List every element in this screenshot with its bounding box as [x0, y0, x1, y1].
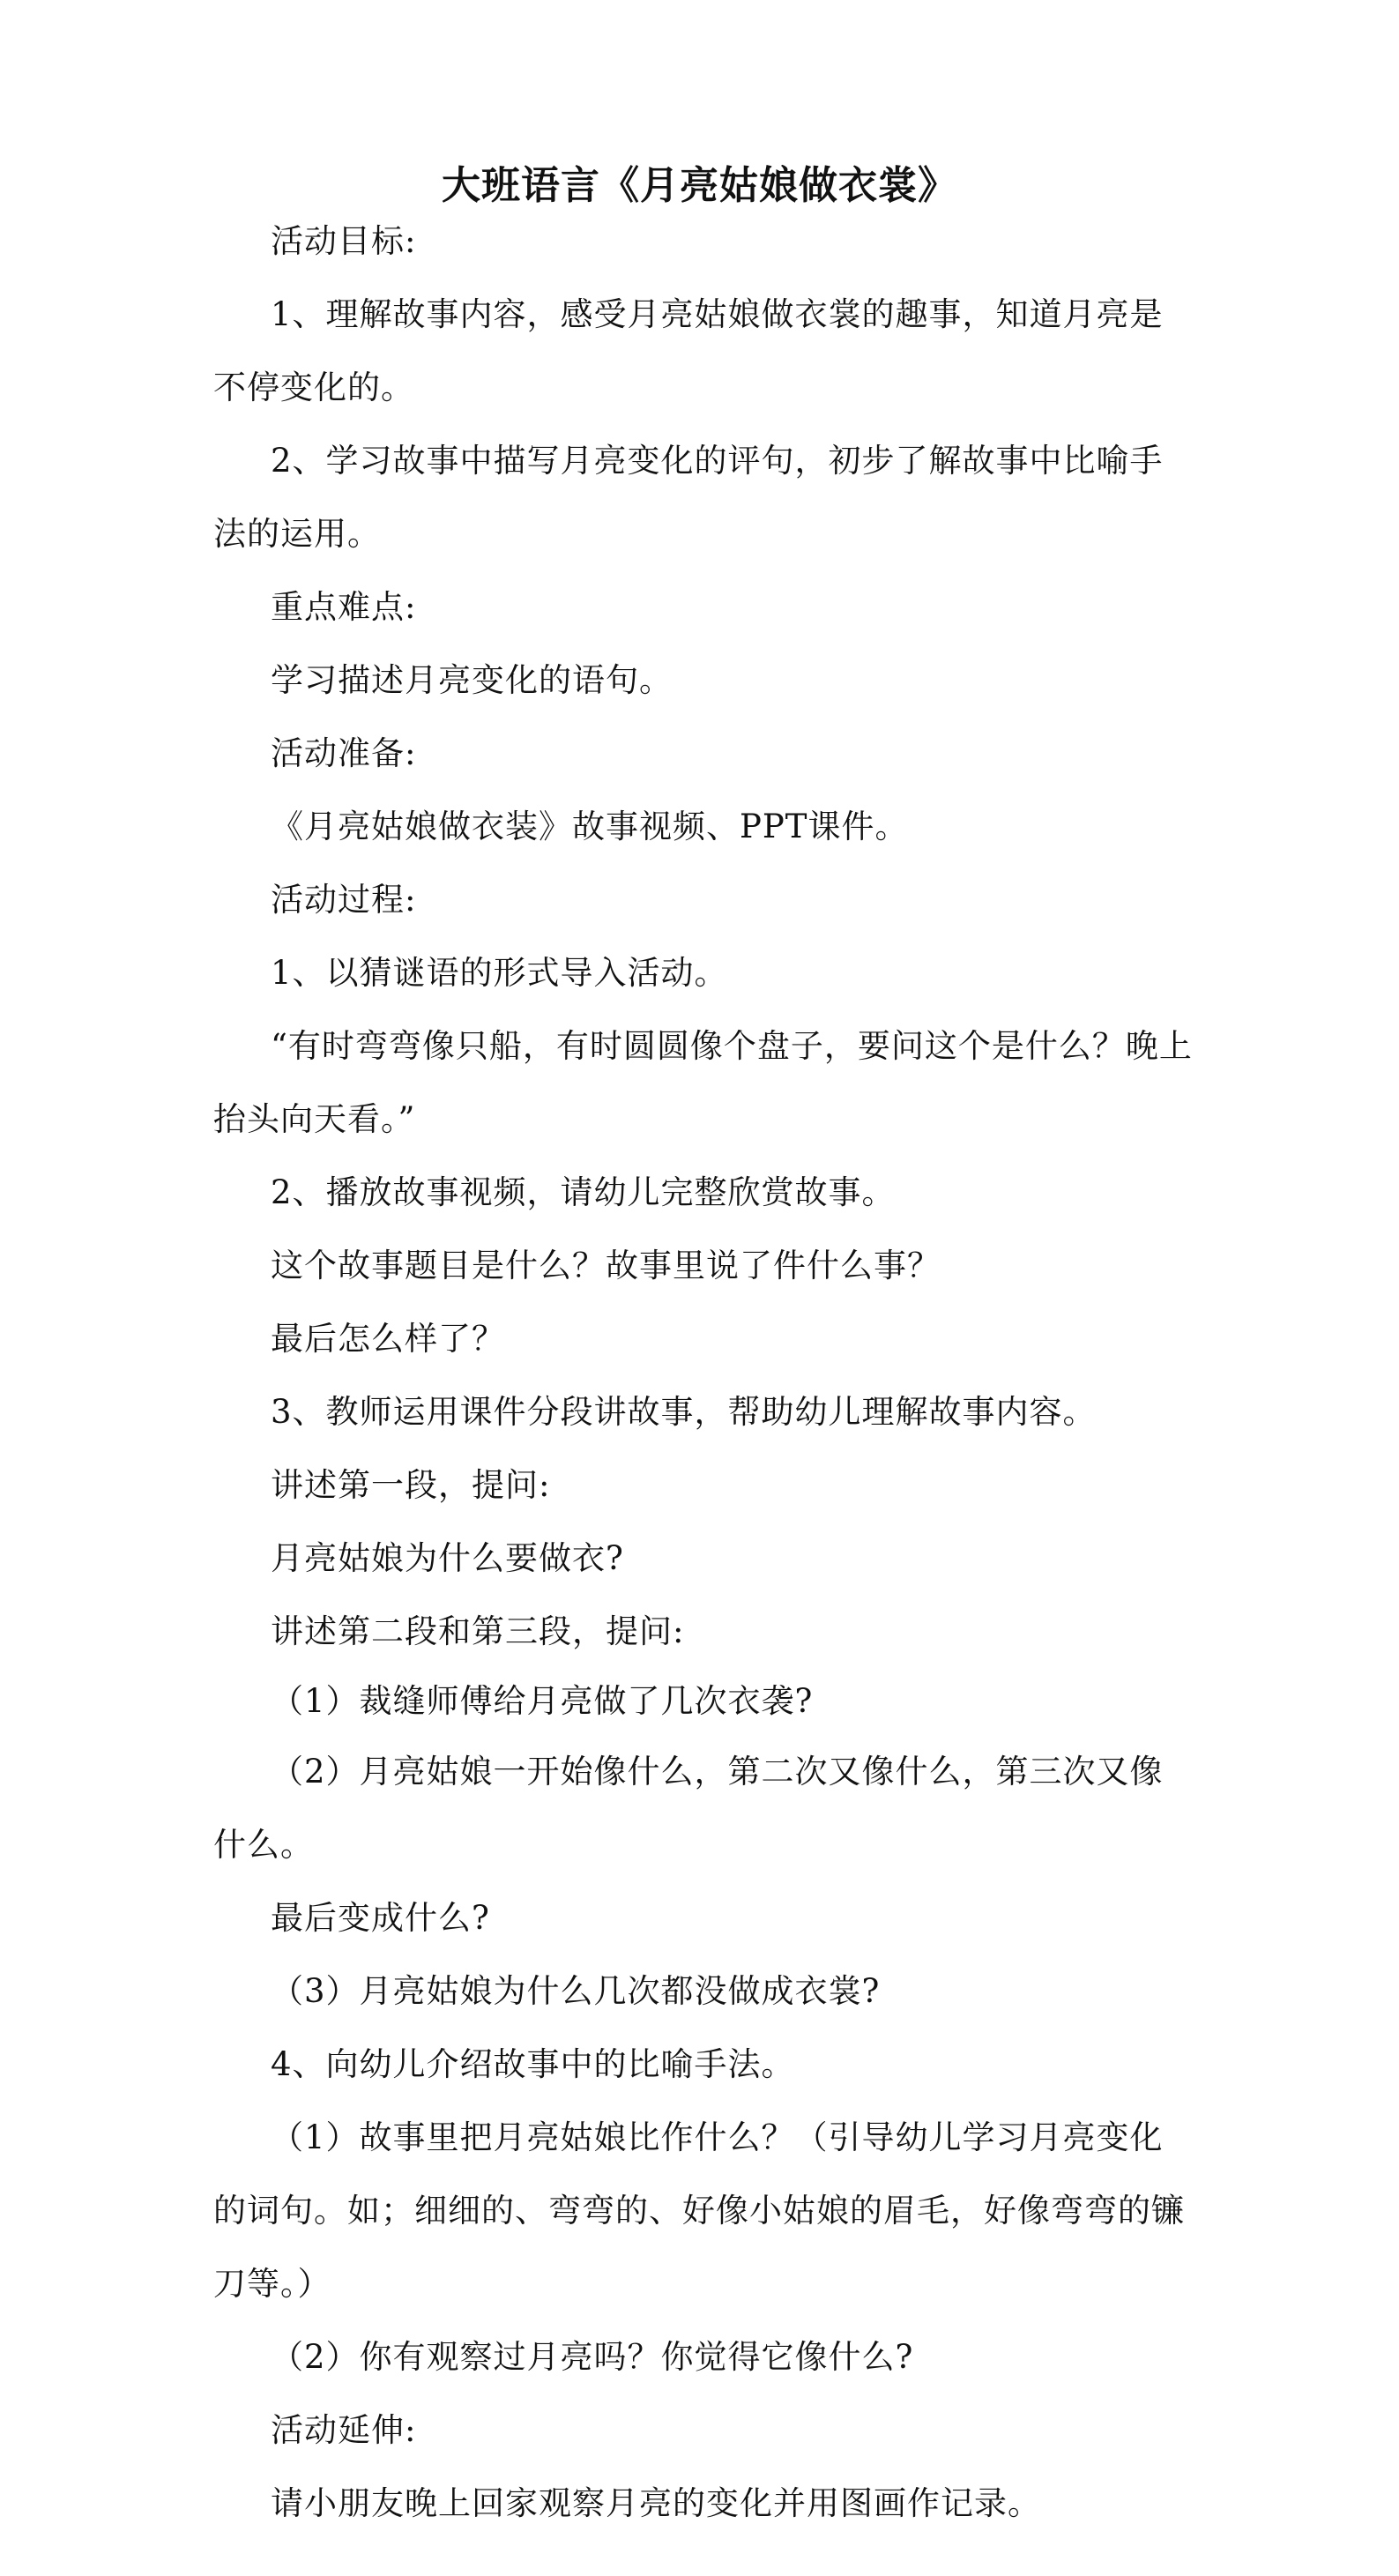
paragraph-question-sub-2: （2）月亮姑娘一开始像什么，第二次又像什么，第三次又像什么。 — [213, 1753, 1164, 1864]
paragraph-step-1: 1、以猜谜语的形式导入活动。 — [271, 954, 728, 992]
paragraph-step-3: 3、教师运用课件分段讲故事，帮助幼儿理解故事内容。 — [271, 1393, 1097, 1431]
paragraph-riddle: “有时弯弯像只船，有时圆圆像个盘子，要问这个是什么？晚上抬头向天看。” — [213, 1027, 1193, 1138]
paragraph-question-why: 月亮姑娘为什么要做衣? — [271, 1539, 624, 1577]
paragraph-process-heading: 活动过程: — [271, 881, 417, 919]
paragraph-goal-2: 2、学习故事中描写月亮变化的评句，初步了解故事中比喻手法的运用。 — [213, 442, 1164, 553]
paragraph-preparation-heading: 活动准备: — [271, 734, 417, 772]
paragraph-observe-question: （2）你有观察过月亮吗？你觉得它像什么? — [271, 2338, 914, 2376]
paragraph-question-sub-1: （1）裁缝师傅给月亮做了几次衣袭? — [271, 1682, 814, 1720]
paragraph-question-ending: 最后怎么样了？ — [271, 1320, 505, 1358]
paragraph-extension: 请小朋友晚上回家观察月亮的变化并用图画作记录。 — [271, 2484, 1041, 2522]
paragraph-goal-1: 1、理解故事内容，感受月亮姑娘做衣裳的趣事，知道月亮是不停变化的。 — [213, 295, 1164, 406]
paragraph-question-final: 最后变成什么? — [271, 1899, 490, 1937]
document-title: 大班语言《月亮姑娘做衣裳》 — [442, 163, 957, 209]
paragraph-question-sub-3: （3）月亮姑娘为什么几次都没做成衣裳? — [271, 1972, 881, 2010]
paragraph-goals-heading: 活动目标: — [271, 222, 417, 260]
paragraph-metaphor-question: （1）故事里把月亮姑娘比作什么？（引导幼儿学习月亮变化的词句。如；细细的、弯弯的、好像小姑娘的眉毛，好像弯弯的镰刀等。） — [213, 2118, 1185, 2303]
paragraph-section-1: 讲述第一段，提问: — [271, 1466, 551, 1504]
paragraph-step-2: 2、播放故事视频，请幼儿完整欣赏故事。 — [271, 1173, 896, 1211]
paragraph-step-4: 4、向幼儿介绍故事中的比喻手法。 — [271, 2045, 795, 2083]
paragraph-key-points: 学习描述月亮变化的语句。 — [271, 661, 673, 699]
paragraph-section-2-3: 讲述第二段和第三段，提问: — [271, 1612, 685, 1650]
document-body — [213, 205, 1194, 2540]
paragraph-preparation: 《月亮姑娘做衣装》故事视频、PPT课件。 — [271, 808, 909, 845]
paragraph-extension-heading: 活动延伸: — [271, 2411, 417, 2449]
paragraph-question-title: 这个故事题目是什么？故事里说了件什么事？ — [271, 1247, 941, 1284]
paragraph-key-points-heading: 重点难点: — [271, 588, 417, 626]
